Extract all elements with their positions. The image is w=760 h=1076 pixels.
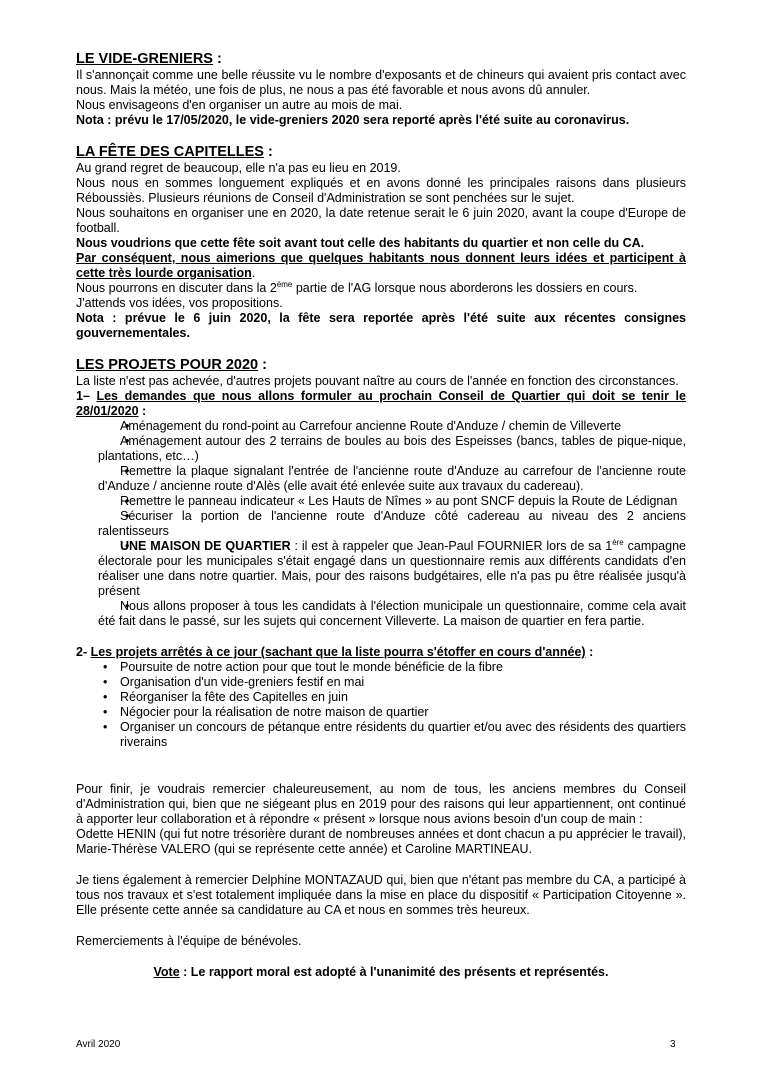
page-number: 3 bbox=[670, 1039, 676, 1050]
section-title: LA FÊTE DES CAPITELLES : bbox=[76, 144, 273, 160]
demandes-list bbox=[76, 419, 686, 629]
list-item: • Remettre la plaque signalant l'entrée de l'ancienne route d'Anduze au carrefour de l'ancienne route d'Anduze / ancienne route d'Alès (elle avait été enlevée suite aux travaux du cadereau). bbox=[76, 464, 686, 494]
section-fete-capitelles bbox=[76, 144, 686, 341]
list-item: • Poursuite de notre action pour que tout le monde bénéficie de la fibre bbox=[76, 660, 686, 675]
paragraph: Pour finir, je voudrais remercier chaleureusement, au nom de tous, les anciens membres du Conseil d'Administration qui, bien que ne siégeant plus en 2019 pour des raisons qui leur appartiennent, ont continué à apporter leur collaboration et à répondre « présent » lorsque nous avions besoin d'un coup de main : bbox=[76, 782, 686, 826]
list-item: • Organisation d'un vide-greniers festif en mai bbox=[76, 675, 686, 690]
paragraph: Il s'annonçait comme une belle réussite vu le nombre d'exposants et de chineurs qui avaient pris contact avec nous. Mais la météo, une fois de plus, ne nous a pas été favorable et nous avons dû annuler. bbox=[76, 68, 686, 97]
list-item: • Remettre le panneau indicateur « Les Hauts de Nîmes » au pont SNCF depuis la Route de Lédignan bbox=[76, 494, 686, 509]
list-item: • Nous allons proposer à tous les candidats à l'élection municipale un questionnaire, comme cela avait été fait dans le passé, sur les sujets qui concernent Villeverte. La maison de quartier en fera partie. bbox=[76, 599, 686, 629]
section-title: LES PROJETS POUR 2020 : bbox=[76, 357, 267, 373]
paragraph: Nous souhaitons en organiser une en 2020, la date retenue serait le 6 juin 2020, avant la coupe d'Europe de football. bbox=[76, 206, 686, 235]
paragraph: J'attends vos idées, vos propositions. bbox=[76, 296, 283, 310]
paragraph: Nous voudrions que cette fête soit avant tout celle des habitants du quartier et non celle du CA. bbox=[76, 236, 645, 250]
nota: Nota : prévu le 17/05/2020, le vide-greniers 2020 sera reporté après l'été suite au coronavirus. bbox=[76, 113, 630, 127]
list-item: • Réorganiser la fête des Capitelles en juin bbox=[76, 690, 686, 705]
paragraph: Remerciements à l'équipe de bénévoles. bbox=[76, 934, 302, 948]
paragraph: Nous nous en sommes longuement expliqués et en avons donné les principales raisons dans plusieurs Réboussiès. Plusieurs réunions de Conseil d'Administration se sont penchées sur le sujet. bbox=[76, 176, 686, 205]
paragraph: Au grand regret de beaucoup, elle n'a pas eu lieu en 2019. bbox=[76, 161, 401, 175]
paragraph: La liste n'est pas achevée, d'autres projets pouvant naître au cours de l'année en fonction des circonstances. bbox=[76, 374, 679, 388]
document-body bbox=[76, 51, 686, 980]
subheading: 2- Les projets arrêtés à ce jour (sachant que la liste pourra s'étoffer en cours d'année) : bbox=[76, 645, 594, 659]
list-item: • UNE MAISON DE QUARTIER : il est à rappeler que Jean-Paul FOURNIER lors de sa 1ère campagne électorale pour les municipales s'était engagé dans un questionnaire remis aux différents candidats d'en réaliser une dans notre quartier. Mais, pour des raisons budgétaires, elle n'a pas pu être réalisée jusqu'à présent bbox=[76, 539, 686, 599]
nota: Nota : prévue le 6 juin 2020, la fête sera reportée après l'été suite aux récentes consignes gouvernementales. bbox=[76, 311, 686, 340]
vote-line: Vote : Le rapport moral est adopté à l'unanimité des présents et représentés. bbox=[153, 965, 609, 979]
list-item: • Aménagement autour des 2 terrains de boules au bois des Espeisses (bancs, tables de pique-nique, plantations, etc…) bbox=[76, 434, 686, 464]
paragraph: Nous pourrons en discuter dans la 2ème partie de l'AG lorsque nous aborderons les dossiers en cours. bbox=[76, 279, 638, 295]
section-vide-greniers bbox=[76, 51, 686, 128]
projets-list bbox=[76, 660, 686, 750]
section-title: LE VIDE-GRENIERS : bbox=[76, 51, 222, 67]
subheading: 1– Les demandes que nous allons formuler au prochain Conseil de Quartier qui doit se tenir le 28/01/2020 : bbox=[76, 389, 686, 418]
list-item: • Aménagement du rond-point au Carrefour ancienne Route d'Anduze / chemin de Villeverte bbox=[76, 419, 686, 434]
paragraph: Je tiens également à remercier Delphine MONTAZAUD qui, bien que n'étant pas membre du CA, a participé à tous nos travaux et s'est totalement impliquée dans la mise en place du dispositif « Participation Citoyenne ». Elle présente cette année sa candidature au CA et nous en sommes très heureux. bbox=[76, 873, 686, 917]
footer-date: Avril 2020 bbox=[76, 1039, 121, 1050]
list-item: • Organiser un concours de pétanque entre résidents du quartier et/ou avec des résidents des quartiers riverains bbox=[76, 720, 686, 750]
paragraph: Par conséquent, nous aimerions que quelques habitants nous donnent leurs idées et participent à cette très lourde organisation. bbox=[76, 251, 686, 280]
list-item: • Sécuriser la portion de l'ancienne route d'Anduze côté cadereau au niveau des 2 anciens ralentisseurs bbox=[76, 509, 686, 539]
paragraph: Nous envisageons d'en organiser un autre au mois de mai. bbox=[76, 98, 403, 112]
section-projets-2020 bbox=[76, 357, 686, 750]
list-item: • Négocier pour la réalisation de notre maison de quartier bbox=[76, 705, 686, 720]
paragraph: Odette HENIN (qui fut notre trésorière durant de nombreuses années et dont chacun a pu apprécier le travail), Marie-Thérèse VALERO (qui se représente cette année) et Caroline MARTINEAU. bbox=[76, 827, 686, 856]
